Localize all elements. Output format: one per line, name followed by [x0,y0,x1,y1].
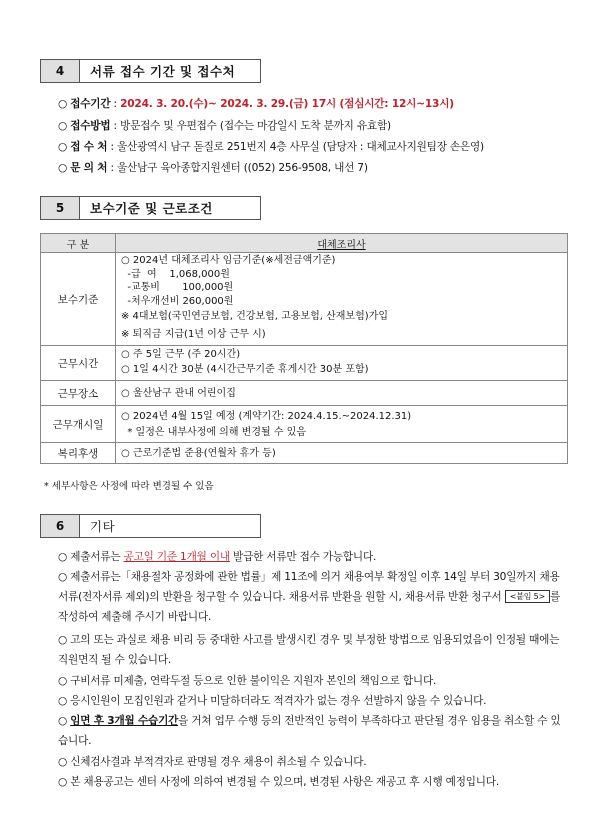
row-content [116,346,568,381]
line: ○ 1일 4시간 30분 (4시간근무기준 휴게시간 30분 포함) [121,364,369,376]
line: ○ 주 5일 근무 (주 20시간) [121,348,241,360]
section-number: 5 [40,196,80,220]
section-title: 서류 접수 기간 및 접수처 [80,59,261,83]
line: * 일정은 내부사정에 의해 변경될 수 있음 [121,426,306,438]
notice-documents-validity: ○ 제출서류는 공고일 기준 1개월 이내 발급한 서류만 접수 가능합니다. [58,551,377,563]
line: ○ 2024년 4월 15일 예정 (계약기간: 2024.4.15.~2024.12.31) [121,410,412,422]
line: ○ 근로기준법 준용(연월차 휴가 등) [121,447,276,459]
row-content [116,253,568,346]
row-content [116,406,568,443]
line: ※ 4대보험(국민연금보험, 건강보험, 고용보험, 산재보험)가입 [121,311,388,323]
inquiry: ○ 문 의 처 : 울산남구 육아종합지원센터 ((052) 256-9508, 내선 7) [58,162,368,174]
notice-no-qualified: ○ 응시인원이 모집인원과 같거나 미달하더라도 적격자가 없는 경우 선발하지 않을 수 있습니다. [58,695,487,707]
section-title: 기타 [80,514,261,538]
table-row [41,381,568,406]
section-number: 4 [40,59,80,83]
section-6-header [40,514,261,538]
header-position: 대체조리사 [116,234,568,253]
section-number: 6 [40,514,80,538]
row-label: 복리후생 [41,443,116,464]
table-row [41,253,568,346]
row-content [116,443,568,464]
line: ※ 퇴직금 지급(1년 이상 근무 시) [121,329,266,341]
receipt-method: ○ 접수방법 : 방문접수 및 우편접수 (접수는 마감일시 도착 분까지 유효함) [58,120,391,132]
line: ○ 2024년 대체조리사 임금기준(※세전금액기준) [121,255,336,266]
row-label: 근무시간 [41,346,116,381]
attachment-tag: <붙임 5> [505,590,550,603]
row-content [116,381,568,406]
line: -급 여 1,068,000원 [121,268,230,280]
notice-health-check: ○ 신체검사결과 부적격자로 판명될 경우 채용이 취소될 수 있습니다. [58,756,367,768]
line: -교통비 100,000원 [121,282,234,294]
line: -처우개선비 260,000원 [121,295,234,307]
receipt-period: ○ 접수기간 : 2024. 3. 20.(수)~ 2024. 3. 29.(금) 17시 (점심시간: 12시~13시) [58,98,454,110]
table-row [41,406,568,443]
table-row [41,443,568,464]
line: ○ 울산남구 관내 어린이집 [121,387,236,399]
table-note: * 세부사항은 사정에 따라 변경될 수 있음 [44,481,214,492]
notice-missing-documents: ○ 구비서류 미제출, 연락두절 등으로 인한 불이익은 지원자 본인의 책임으로 합니다. [58,675,437,687]
row-label: 근무장소 [41,381,116,406]
row-label: 보수기준 [41,253,116,346]
notice-announcement-change: ○ 본 채용공고는 센터 사정에 의하여 변경될 수 있으며, 변경된 사항은 재공고 후 시행 예정입니다. [58,776,499,788]
receipt-place: ○ 접 수 처 : 울산광역시 남구 돋질로 251번지 4층 사무실 (담당자 : 대체교사지원팀장 손은영) [58,141,484,153]
section-4-header [40,59,261,83]
notice-documents-return: ○ 제출서류는「채용절차 공정화에 관한 법률」제 11조에 의거 채용여부 확정일 이후 14일 부터 30일까지 채용서류(전자서류 제외)의 반환을 청구할 수 있습니다. 채용서류 반환을 원할 시, 채용서류 반환 청구서 <붙임 5> 를 작성하여 제출해 주시기 바랍니다. [58,571,561,623]
header-category: 구 분 [41,234,116,253]
notice-probation: ○ 임면 후 3개월 수습기간을 거쳐 업무 수행 등의 전반적인 능력이 부족하다고 판단될 경우 임용을 취소할 수 있습니다. [58,715,561,747]
conditions-table [40,233,568,464]
row-label: 근무개시일 [41,406,116,443]
table-header-row [41,234,568,253]
table-row [41,346,568,381]
section-title: 보수기준 및 근로조건 [80,196,261,220]
notice-misconduct: ○ 고의 또는 과실로 채용 비리 등 중대한 사고를 발생시킨 경우 및 부정한 방법으로 임용되었음이 인정될 때에는 직원면직 될 수 있습니다. [58,634,560,666]
section-5-header [40,196,261,220]
